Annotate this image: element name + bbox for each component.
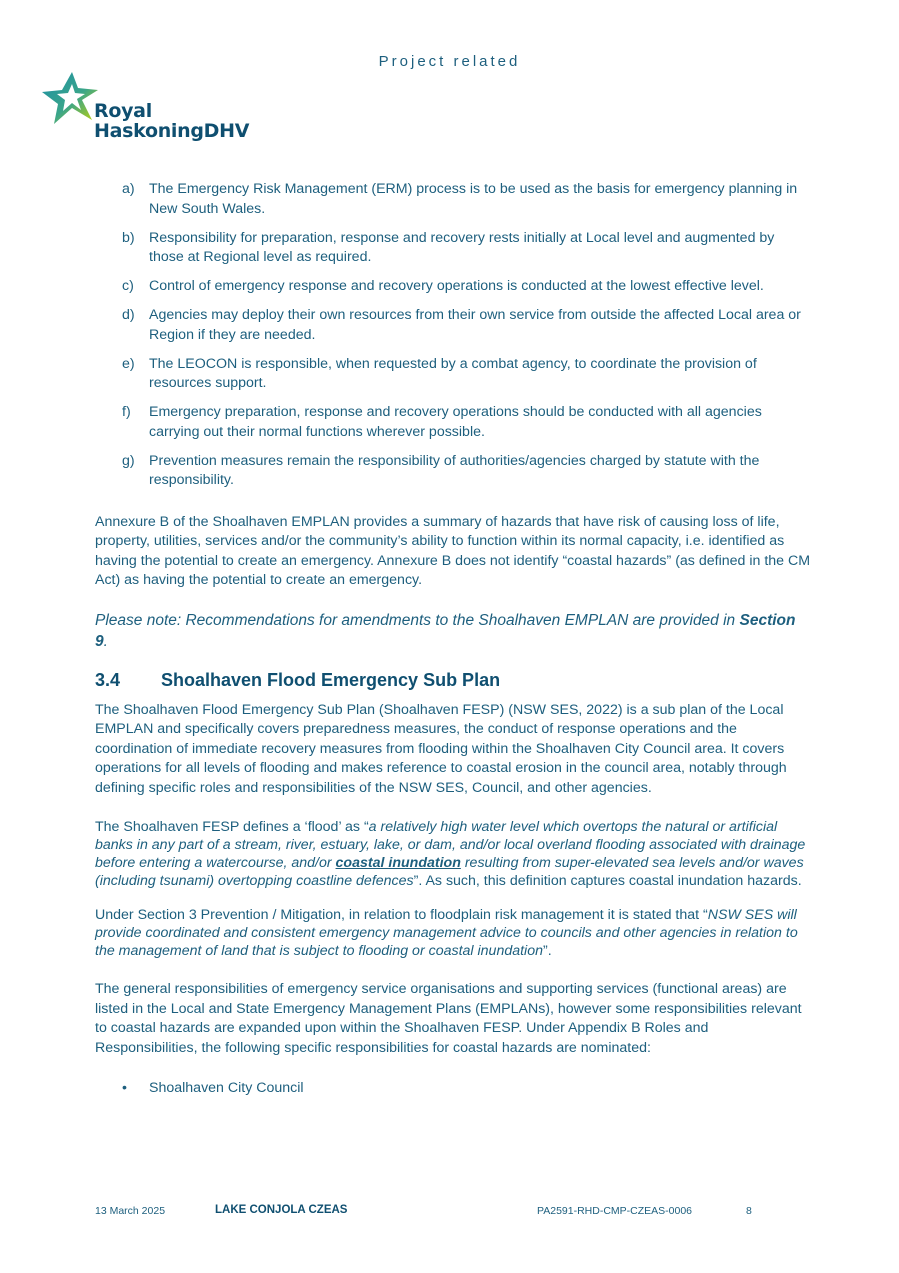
list-item-text: Prevention measures remain the responsibility of authorities/agencies charged by statute with the responsibility. xyxy=(149,452,760,488)
list-item xyxy=(95,229,811,268)
list-item-text: The LEOCON is responsible, when requested by a combat agency, to coordinate the provision of resources support. xyxy=(149,355,757,391)
flood-def-quote-end: resulting from super-elevated sea levels and/or waves (including tsunami) overtopping coastline defences xyxy=(95,855,804,889)
section-9-link[interactable]: Section 9 xyxy=(95,611,796,650)
list-marker: b) xyxy=(122,229,135,246)
list-item xyxy=(95,180,811,219)
annexure-paragraph: Annexure B of the Shoalhaven EMPLAN provides a summary of hazards that have risk of causing loss of life, property, utilities, services and/or the community’s ability to function within its normal capacity, i.e. identified as having the potential to create an emergency. Annexure B does not identify “coastal hazards” (as defined in the CM Act) as having the potential to create an emergency. xyxy=(95,513,811,588)
flood-def-tail: ”. As such, this definition captures coastal inundation hazards. xyxy=(413,873,802,889)
footer-date: 13 March 2025 xyxy=(95,1205,166,1217)
bullet-icon: • xyxy=(122,1080,127,1096)
list-item xyxy=(95,452,811,491)
list-marker: f) xyxy=(122,404,131,420)
note-end: . xyxy=(103,632,108,650)
footer-project-name: LAKE CONJOLA CZEAS xyxy=(215,1204,348,1216)
list-marker: c) xyxy=(122,278,134,294)
flood-def-emphasis: coastal inundation xyxy=(335,855,461,871)
classification-label: Project related xyxy=(378,53,521,70)
logo-line-2: HaskoningDHV xyxy=(94,120,250,142)
star-logo-icon xyxy=(42,70,100,126)
company-logo xyxy=(42,70,252,146)
prevention-lead: Under Section 3 Prevention / Mitigation, in relation to floodplain risk management it is stated that “ xyxy=(95,907,708,923)
list-item-text: Shoalhaven City Council xyxy=(149,1080,304,1096)
list-marker: e) xyxy=(122,355,135,372)
prevention-tail: ”. xyxy=(543,943,552,959)
list-item xyxy=(95,306,811,345)
section-intro: The Shoalhaven Flood Emergency Sub Plan (Shoalhaven FESP) (NSW SES, 2022) is a sub plan of the Local EMPLAN and specifically covers preparedness measures, the conduct of response operations and the coordination of immediate recovery measures from flooding within the Shoalhaven City Council area. It covers operations for all levels of flooding and makes reference to coastal erosion in the council area, notably through defining specific roles and responsibilities of the NSW SES, Council, and other agencies. xyxy=(95,701,787,796)
note-paragraph xyxy=(95,610,811,652)
flood-definition-paragraph xyxy=(95,818,811,890)
note-text: Please note: Recommendations for amendments to the Shoalhaven EMPLAN are provided in xyxy=(95,611,740,629)
list-item xyxy=(95,403,811,442)
section-number: 3.4 xyxy=(95,669,121,690)
logo-line-1: Royal xyxy=(94,100,152,122)
list-marker: g) xyxy=(122,452,135,469)
flood-def-quote: a relatively high water level which overtops the natural or artificial banks in any part of a stream, river, estuary, lake, or dam, and/or local overland flooding associated with drainage before entering a watercourse, and/or xyxy=(95,819,806,871)
footer-page-number: 8 xyxy=(746,1205,752,1217)
list-item xyxy=(95,355,811,394)
list-item xyxy=(95,1079,811,1099)
responsibilities-paragraph: The general responsibilities of emergency service organisations and supporting services (functional areas) are listed in the Local and State Emergency Management Plans (EMPLANs), however some responsibilities relevant to coastal hazards are expanded upon within the Shoalhaven FESP. Under Appendix B Roles and Responsibilities, the following specific responsibilities for coastal hazards are nominated: xyxy=(95,981,802,1056)
list-item-text: The Emergency Risk Management (ERM) process is to be used as the basis for emergency planning in New South Wales. xyxy=(149,181,798,217)
principles-list xyxy=(95,180,811,491)
list-item-text: Agencies may deploy their own resources from their own service from outside the affected Local area or Region if they are needed. xyxy=(149,307,801,343)
list-item-text: Emergency preparation, response and recovery operations should be conducted with all agencies carrying out their normal functions wherever possible. xyxy=(149,404,762,440)
document-body xyxy=(95,180,811,1099)
page-footer xyxy=(95,1205,795,1221)
section-heading xyxy=(95,669,811,691)
prevention-quote: NSW SES will provide coordinated and consistent emergency management advice to councils and other agencies in relation to the management of land that is subject to flooding or coastal inundation xyxy=(95,907,798,959)
flood-def-lead: The Shoalhaven FESP defines a ‘flood’ as “ xyxy=(95,819,369,835)
list-item-text: Responsibility for preparation, response and recovery rests initially at Local level and augmented by those at Regional level as required. xyxy=(149,229,775,265)
prevention-paragraph xyxy=(95,906,811,960)
list-item-text: Control of emergency response and recovery operations is conducted at the lowest effective level. xyxy=(149,278,764,294)
list-marker: a) xyxy=(122,181,135,197)
section-title: Shoalhaven Flood Emergency Sub Plan xyxy=(161,669,501,690)
footer-document-id: PA2591-RHD-CMP-CZEAS-0006 xyxy=(537,1205,693,1217)
list-item xyxy=(95,277,811,297)
list-marker: d) xyxy=(122,307,135,323)
